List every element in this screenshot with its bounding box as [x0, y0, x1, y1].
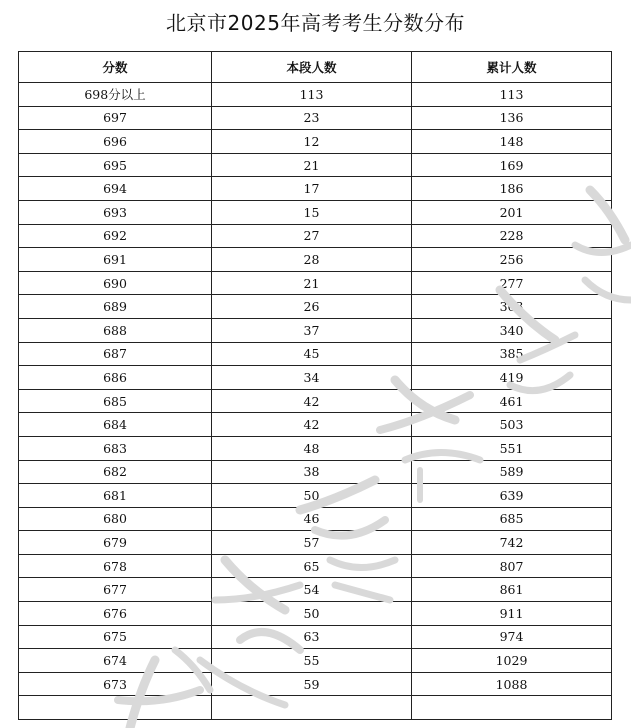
segment-count-cell: 26	[212, 295, 412, 319]
segment-count-cell: 63	[212, 625, 412, 649]
cumulative-count-cell: 974	[412, 625, 612, 649]
table-row	[19, 318, 612, 342]
score-cell: 676	[19, 602, 212, 626]
cumulative-count-cell: 911	[412, 602, 612, 626]
cumulative-count-cell: 385	[412, 342, 612, 366]
segment-count-cell: 12	[212, 130, 412, 154]
score-cell: 696	[19, 130, 212, 154]
table-row	[19, 649, 612, 673]
segment-count-cell: 59	[212, 672, 412, 696]
score-cell: 698分以上	[19, 83, 212, 107]
score-cell: 679	[19, 531, 212, 555]
cumulative-count-cell: 303	[412, 295, 612, 319]
table-row-partial	[19, 696, 612, 720]
table-row	[19, 531, 612, 555]
cumulative-count-cell: 256	[412, 248, 612, 272]
score-cell: 684	[19, 413, 212, 437]
cumulative-count-cell: 742	[412, 531, 612, 555]
table-row	[19, 366, 612, 390]
table-row	[19, 106, 612, 130]
table-row	[19, 672, 612, 696]
segment-count-cell: 48	[212, 436, 412, 460]
score-distribution-table	[18, 51, 612, 720]
cumulative-count-cell: 340	[412, 318, 612, 342]
score-cell: 690	[19, 271, 212, 295]
table-row	[19, 625, 612, 649]
table-row	[19, 484, 612, 508]
cumulative-count-cell: 148	[412, 130, 612, 154]
segment-count-cell: 27	[212, 224, 412, 248]
cumulative-count-cell: 228	[412, 224, 612, 248]
header-segment-count: 本段人数	[212, 52, 412, 83]
segment-count-cell	[212, 696, 412, 720]
score-cell: 675	[19, 625, 212, 649]
score-cell	[19, 696, 212, 720]
segment-count-cell: 17	[212, 177, 412, 201]
cumulative-count-cell: 639	[412, 484, 612, 508]
score-cell: 691	[19, 248, 212, 272]
segment-count-cell: 42	[212, 389, 412, 413]
table-row	[19, 271, 612, 295]
table-row	[19, 83, 612, 107]
table-row	[19, 295, 612, 319]
score-cell: 693	[19, 200, 212, 224]
table-row	[19, 130, 612, 154]
segment-count-cell: 21	[212, 153, 412, 177]
score-cell: 673	[19, 672, 212, 696]
score-cell: 688	[19, 318, 212, 342]
score-cell: 695	[19, 153, 212, 177]
table-row	[19, 248, 612, 272]
score-cell: 689	[19, 295, 212, 319]
segment-count-cell: 38	[212, 460, 412, 484]
header-cumulative-count: 累计人数	[412, 52, 612, 83]
cumulative-count-cell: 419	[412, 366, 612, 390]
table-row	[19, 177, 612, 201]
table-row	[19, 554, 612, 578]
table-header-row	[19, 52, 612, 83]
table-row	[19, 153, 612, 177]
score-cell: 677	[19, 578, 212, 602]
segment-count-cell: 46	[212, 507, 412, 531]
segment-count-cell: 42	[212, 413, 412, 437]
cumulative-count-cell: 1088	[412, 672, 612, 696]
score-cell: 678	[19, 554, 212, 578]
table-row	[19, 602, 612, 626]
segment-count-cell: 21	[212, 271, 412, 295]
header-score: 分数	[19, 52, 212, 83]
score-cell: 674	[19, 649, 212, 673]
cumulative-count-cell	[412, 696, 612, 720]
score-cell: 685	[19, 389, 212, 413]
segment-count-cell: 65	[212, 554, 412, 578]
cumulative-count-cell: 503	[412, 413, 612, 437]
score-cell: 687	[19, 342, 212, 366]
segment-count-cell: 50	[212, 484, 412, 508]
segment-count-cell: 37	[212, 318, 412, 342]
segment-count-cell: 113	[212, 83, 412, 107]
segment-count-cell: 45	[212, 342, 412, 366]
cumulative-count-cell: 277	[412, 271, 612, 295]
segment-count-cell: 23	[212, 106, 412, 130]
score-cell: 680	[19, 507, 212, 531]
cumulative-count-cell: 461	[412, 389, 612, 413]
segment-count-cell: 50	[212, 602, 412, 626]
score-cell: 683	[19, 436, 212, 460]
segment-count-cell: 34	[212, 366, 412, 390]
cumulative-count-cell: 551	[412, 436, 612, 460]
table-row	[19, 507, 612, 531]
segment-count-cell: 54	[212, 578, 412, 602]
table-row	[19, 342, 612, 366]
cumulative-count-cell: 186	[412, 177, 612, 201]
segment-count-cell: 55	[212, 649, 412, 673]
cumulative-count-cell: 861	[412, 578, 612, 602]
cumulative-count-cell: 1029	[412, 649, 612, 673]
cumulative-count-cell: 136	[412, 106, 612, 130]
cumulative-count-cell: 685	[412, 507, 612, 531]
cumulative-count-cell: 201	[412, 200, 612, 224]
page-title: 北京市2025年高考考生分数分布	[166, 11, 465, 35]
table-row	[19, 389, 612, 413]
table-row	[19, 436, 612, 460]
table-row	[19, 200, 612, 224]
segment-count-cell: 15	[212, 200, 412, 224]
score-cell: 682	[19, 460, 212, 484]
cumulative-count-cell: 807	[412, 554, 612, 578]
table-row	[19, 413, 612, 437]
table-row	[19, 224, 612, 248]
table-row	[19, 460, 612, 484]
cumulative-count-cell: 169	[412, 153, 612, 177]
table-row	[19, 578, 612, 602]
cumulative-count-cell: 113	[412, 83, 612, 107]
segment-count-cell: 28	[212, 248, 412, 272]
score-cell: 694	[19, 177, 212, 201]
score-cell: 692	[19, 224, 212, 248]
score-cell: 681	[19, 484, 212, 508]
segment-count-cell: 57	[212, 531, 412, 555]
cumulative-count-cell: 589	[412, 460, 612, 484]
table-body	[19, 83, 612, 720]
score-cell: 697	[19, 106, 212, 130]
score-cell: 686	[19, 366, 212, 390]
